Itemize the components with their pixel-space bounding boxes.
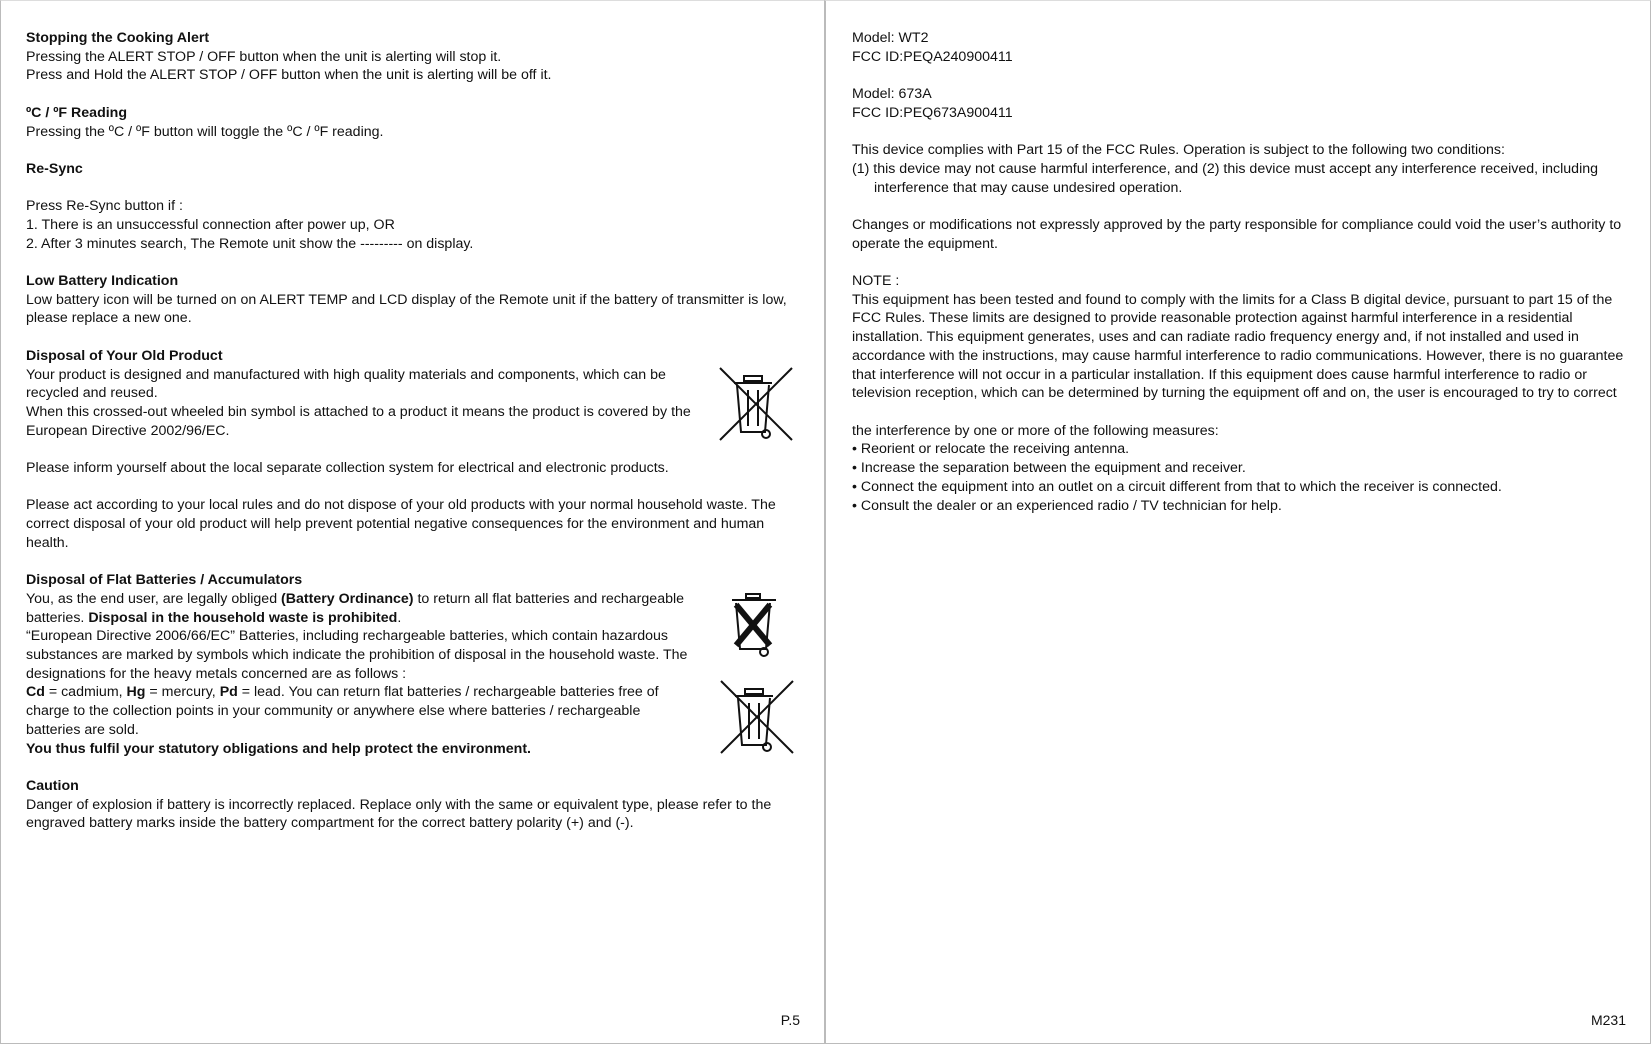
batteries-p1-a: You, as the end user, are legally obliged	[26, 590, 282, 607]
batteries-p1-c: to return all flat batteries and rechargeable batteries.	[26, 590, 685, 626]
batteries-p1-b: (Battery Ordinance)	[281, 590, 414, 607]
disposal-product-line1: Your product is designed and manufactured with high quality materials and components, which can be recycled and reused.	[26, 366, 666, 402]
measure-item: • Increase the separation between the equipment and receiver.	[852, 460, 1246, 477]
caution-text: Danger of explosion if battery is incorrectly replaced. Replace only with the same or equivalent type, please refer to the engraved battery marks inside the battery compartment for the correct battery polarity (+) and (-).	[26, 796, 772, 832]
note-text: This equipment has been tested and found to comply with the limits for a Class B digital device, pursuant to part 15 of the FCC Rules. These limits are designed to provide reasonable protection against harmful interference in a residential installation. This equipment generates, uses and can radiate radio frequency energy and, if not installed and used in accordance with the instructions, may cause harmful interference to radio communications. However, there is no guarantee that interference will not occur in a particular installation. If this equipment does cause harmful interference to radio or television reception, which can be determined by turning the equipment off and on, the user is encouraged to try to correct	[852, 291, 1624, 402]
disposal-batteries-para2: “European Directive 2006/66/EC” Batteries, including rechargeable batteries, which contain hazardous substances are marked by symbols which indicate the prohibition of disposal in the household waste. The designations for the heavy metals concerned are as follows :	[26, 628, 688, 682]
fcc-id-2: FCC ID:PEQ673A900411	[852, 104, 1013, 121]
page-number-right: M231	[1590, 1012, 1626, 1028]
cf-reading-line1: Pressing the ºC / ºF button will toggle the ºC / ºF reading.	[26, 123, 384, 140]
page-number-left: P.5	[780, 1012, 800, 1028]
pd-text: = lead. You can return flat batteries / rechargeable batteries free of charge to the collection points in your community or anywhere else where batteries / rechargeable batteries are sold.	[26, 684, 659, 738]
disposal-batteries-para1	[26, 590, 691, 627]
batteries-p1-e: .	[397, 609, 402, 626]
measure-item: • Reorient or relocate the receiving antenna.	[852, 441, 1130, 458]
fcc-id-1: FCC ID:PEQA240900411	[852, 48, 1013, 65]
resync-intro: Press Re-Sync button if :	[26, 198, 183, 215]
disposal-batteries-closing: You thus fulfil your statutory obligations and help protect the environment.	[26, 740, 531, 757]
measure-item: • Connect the equipment into an outlet on a circuit different from that to which the receiver is connected.	[852, 478, 1502, 495]
resync-title: Re-Sync	[26, 160, 83, 177]
disposal-product-para2: Please inform yourself about the local separate collection system for electrical and electronic products.	[26, 460, 669, 477]
caution-title: Caution	[26, 777, 79, 794]
battery-bin-icon	[726, 591, 786, 659]
disposal-batteries-para3	[26, 683, 691, 739]
low-battery-text: Low battery icon will be turned on on ALERT TEMP and LCD display of the Remote unit if the battery of transmitter is low, please replace a new one.	[26, 291, 787, 327]
low-battery-title: Low Battery Indication	[26, 273, 179, 290]
measures-intro: the interference by one or more of the following measures:	[852, 422, 1219, 439]
right-page	[824, 0, 1651, 1044]
cooking-alert-line1: Pressing the ALERT STOP / OFF button when the unit is alerting will stop it.	[26, 48, 502, 65]
disposal-batteries-title: Disposal of Flat Batteries / Accumulators	[26, 572, 303, 589]
compliance-intro: This device complies with Part 15 of the FCC Rules. Operation is subject to the following two conditions:	[852, 142, 1505, 159]
disposal-product-line2: When this crossed-out wheeled bin symbol is attached to a product it means the product is covered by the European Directive 2002/96/EC.	[26, 403, 691, 439]
weee-bin-icon-2	[719, 679, 795, 755]
right-column	[852, 29, 1642, 515]
resync-item1: 1. There is an unsuccessful connection after power up, OR	[26, 216, 395, 233]
batteries-p1-d: Disposal in the household waste is prohibited	[88, 609, 398, 626]
cd-symbol: Cd	[26, 684, 45, 701]
measure-item: • Consult the dealer or an experienced radio / TV technician for help.	[852, 497, 1282, 514]
model-wt2: Model: WT2	[852, 30, 929, 46]
cd-text: = cadmium,	[44, 684, 127, 701]
hg-text: = mercury,	[145, 684, 220, 701]
cooking-alert-title: Stopping the Cooking Alert	[26, 30, 210, 46]
compliance-conditions: (1) this device may not cause harmful interference, and (2) this device must accept any interference received, including interference that may cause undesired operation.	[852, 160, 1599, 196]
disposal-product-title: Disposal of Your Old Product	[26, 347, 223, 364]
resync-item2: 2. After 3 minutes search, The Remote unit show the --------- on display.	[26, 235, 474, 252]
cooking-alert-line2: Press and Hold the ALERT STOP / OFF button when the unit is alerting will be off it.	[26, 67, 552, 84]
cf-reading-title: ºC / ºF Reading	[26, 104, 128, 121]
model-673a: Model: 673A	[852, 86, 932, 103]
weee-bin-icon	[718, 366, 794, 442]
changes-text: Changes or modifications not expressly approved by the party responsible for compliance could void the user’s authority to operate the equipment.	[852, 216, 1622, 252]
pd-symbol: Pd	[219, 684, 238, 701]
hg-symbol: Hg	[126, 684, 146, 701]
disposal-product-para3: Please act according to your local rules and do not dispose of your old products with your normal household waste. The correct disposal of your old product will help prevent potential negative consequences for the environment and human health.	[26, 497, 776, 551]
note-label: NOTE :	[852, 273, 900, 290]
left-column	[26, 29, 796, 833]
left-page	[0, 0, 824, 1044]
